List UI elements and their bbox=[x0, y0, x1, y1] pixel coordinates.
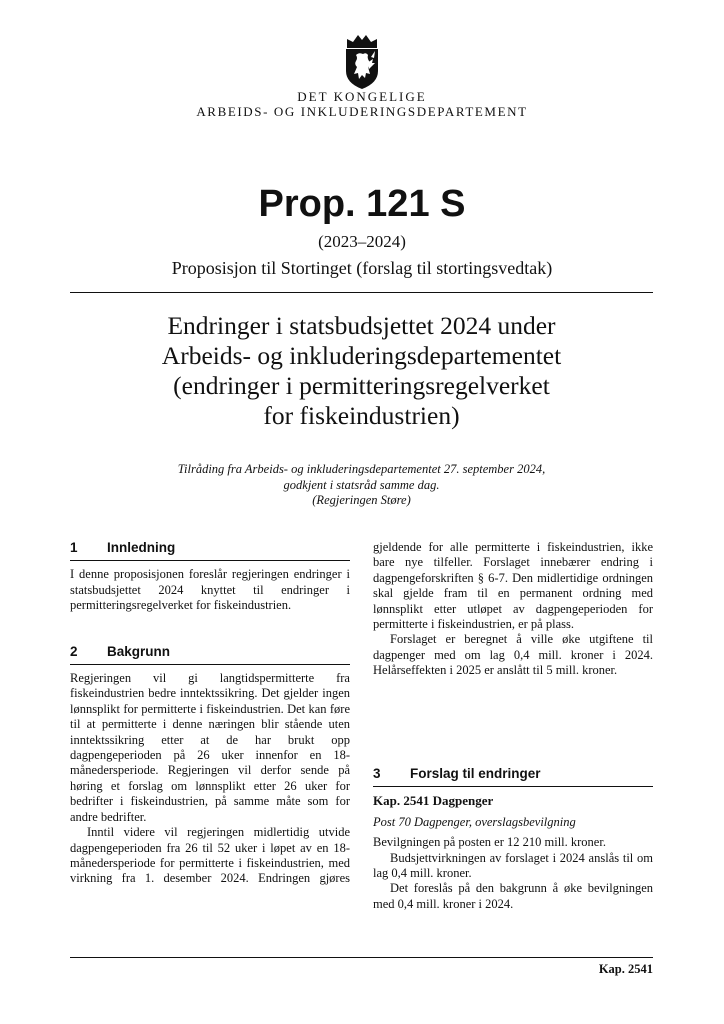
advice-line: (Regjeringen Støre) bbox=[312, 493, 411, 507]
section-heading bbox=[70, 540, 350, 561]
paragraph: Det foreslås på den bakgrunn å øke bevilgningen med 0,4 mill. kroner i 2024. bbox=[373, 881, 653, 911]
title-divider bbox=[70, 292, 653, 293]
proposition-subtitle: Proposisjon til Stortinget (forslag til stortingsvedtak) bbox=[171, 258, 553, 278]
section-number: 1 bbox=[70, 540, 78, 555]
paragraph: Forslaget er beregnet å ville øke utgiftene til dagpenger med om lag 0,4 mill. kroner i 2024. Helårseffekten i 2025 er anslått til 5 mill. kroner. bbox=[373, 632, 653, 678]
section-heading bbox=[70, 644, 350, 665]
background-continued bbox=[373, 540, 653, 679]
paragraph: Bevilgningen på posten er 12 210 mill. kroner. bbox=[373, 835, 606, 850]
paragraph-continued: gjeldende for alle permitterte i fiskeindustrien, ikke bare nye tilfeller. Forslaget innebærer endring i dagpengeforskriften § 6-7. Den midlertidige ordningen skal gjelde fram til en permanent ordning med lønnsplikt etter utløpet av dagpengeperioden for permitterte i fiskeindustrien, er på plass. bbox=[373, 540, 653, 632]
title-line: (endringer i permitteringsregelverket bbox=[173, 371, 550, 400]
post-heading: Post 70 Dagpenger, overslagsbevilgning bbox=[373, 814, 576, 829]
running-head: Kap. 2541 bbox=[598, 962, 653, 976]
department-line-2: ARBEIDS- OG INKLUDERINGSDEPARTEMENT bbox=[196, 104, 528, 119]
section-number: 2 bbox=[70, 643, 78, 659]
section-title: Forslag til endringer bbox=[410, 766, 541, 781]
section-number: 3 bbox=[373, 766, 381, 781]
section-title: Innledning bbox=[107, 540, 176, 555]
chapter-heading: Kap. 2541 Dagpenger bbox=[373, 793, 494, 809]
section-background bbox=[70, 644, 350, 887]
department-line-1: DET KONGELIGE bbox=[297, 89, 427, 104]
paragraph: I denne proposisjonen foreslår regjeringen endringer i statsbudsjettet 2024 knyttet til endringer i permitteringsregelverket for fiskeindustrien. bbox=[70, 567, 350, 613]
paragraph: Regjeringen vil gi langtidspermitterte fra fiskeindustrien bedre inntektssikring. Det gjelder ingen lønnsplikt for permitterte i fiskeindustrien. Det kan føre til at permitterte i denne næringen blir stående uten inntektssikring etter at de har brukt opp dagpengeperioden på 26 uker innenfor en 18-månedersperiode. Regjeringen vil derfor sende på høring et forslag om lønnsplikt etter 26 uker for bedrifter i fiskeindustrien, på samme måte som for andre bedrifter. bbox=[70, 671, 350, 824]
right-column bbox=[373, 540, 653, 912]
section-heading bbox=[373, 766, 653, 787]
footer-divider bbox=[70, 957, 653, 958]
advice-line: godkjent i statsråd samme dag. bbox=[283, 477, 440, 492]
session-years: (2023–2024) bbox=[318, 232, 406, 251]
paragraph: Budsjettvirkningen av forslaget i 2024 anslås til om lag 0,4 mill. kroner. bbox=[373, 850, 653, 881]
section-introduction bbox=[70, 540, 350, 614]
title-line: Arbeids- og inkluderingsdepartementet bbox=[161, 341, 562, 370]
paragraph: Inntil videre vil regjeringen midlertidig utvide dagpengeperioden fra 26 til 52 uker i løpet av en 18-månedersperiode for permitterte i fiskeindustrien, med virkning fra 1. desember 2024. Endringen gjøres bbox=[70, 825, 350, 886]
document-title bbox=[70, 311, 653, 431]
section-proposals bbox=[373, 766, 653, 912]
section-title: Bakgrunn bbox=[107, 643, 171, 659]
left-column bbox=[70, 540, 350, 887]
title-line: for fiskeindustrien) bbox=[263, 401, 460, 430]
recommendation-note bbox=[70, 462, 653, 509]
norwegian-coat-of-arms-icon bbox=[339, 33, 385, 91]
proposition-number: Prop. 121 S bbox=[258, 183, 466, 225]
title-line: Endringer i statsbudsjettet 2024 under bbox=[167, 311, 556, 340]
advice-line: Tilråding fra Arbeids- og inkluderingsdepartementet 27. september 2024, bbox=[177, 462, 546, 476]
